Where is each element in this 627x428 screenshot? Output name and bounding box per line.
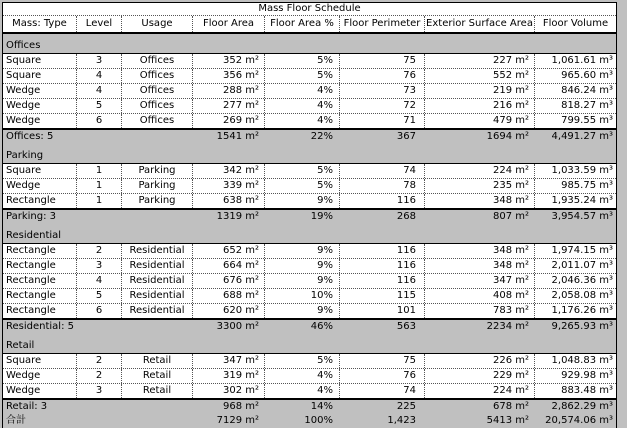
schedule-header-block	[3, 3, 616, 34]
cell-mass-type[interactable]: Square	[6, 165, 42, 176]
cell-exterior-surface-area[interactable]: 347 m²	[424, 274, 534, 288]
cell-level[interactable]: 2	[76, 244, 121, 258]
cell-floor-area[interactable]: 638 m²	[192, 194, 264, 208]
cell-usage[interactable]: Residential	[121, 274, 192, 288]
cell-floor-perimeter[interactable]: 76	[339, 69, 424, 83]
table-row	[3, 178, 616, 193]
cell-exterior-surface-area[interactable]: 227 m²	[424, 54, 534, 68]
cell-level[interactable]: 1	[76, 164, 121, 178]
cell-mass-type[interactable]: Rectangle	[6, 245, 56, 256]
cell-floor-area-pct[interactable]: 5%	[264, 354, 339, 368]
grand-total-usage	[121, 414, 192, 428]
grand-total-mass-type: 合計	[6, 415, 26, 426]
column-header-floor-area[interactable]: Floor Area	[192, 16, 264, 32]
cell-usage[interactable]: Offices	[121, 114, 192, 128]
schedule-body	[3, 34, 616, 428]
group-subtotal-row	[3, 130, 616, 144]
cell-usage[interactable]: Offices	[121, 54, 192, 68]
cell-mass-type[interactable]: Wedge	[6, 385, 41, 396]
cell-floor-volume[interactable]: 1,061.61 m³	[534, 54, 616, 68]
grand-total-level	[76, 414, 121, 428]
cell-floor-area-pct[interactable]: 9%	[264, 259, 339, 273]
cell-floor-volume[interactable]: 1,176.26 m³	[534, 304, 616, 318]
cell-usage[interactable]: Retail	[121, 354, 192, 368]
group-data-block	[3, 53, 616, 130]
cell-floor-volume[interactable]: 818.27 m³	[534, 99, 616, 113]
subtotal-floor-area-pct: 46%	[310, 321, 333, 332]
table-row	[3, 383, 616, 398]
subtotal-mass-type: Parking: 3	[6, 211, 56, 222]
cell-level[interactable]: 3	[76, 54, 121, 68]
table-row	[3, 354, 616, 368]
group-data-block	[3, 163, 616, 210]
subtotal-floor-area: 968 m²	[222, 401, 259, 412]
cell-exterior-surface-area[interactable]: 783 m²	[424, 304, 534, 318]
schedule-title: Mass Floor Schedule	[3, 3, 616, 16]
cell-mass-type[interactable]: Rectangle	[6, 305, 56, 316]
subtotal-floor-area: 3300 m²	[216, 321, 259, 332]
cell-floor-area[interactable]: 688 m²	[192, 289, 264, 303]
subtotal-floor-perimeter: 367	[396, 131, 416, 142]
column-header-level[interactable]: Level	[76, 16, 121, 32]
subtotal-floor-volume: 4,491.27 m³	[551, 131, 613, 142]
table-row	[3, 98, 616, 113]
cell-mass-type[interactable]: Wedge	[6, 100, 41, 111]
cell-usage[interactable]: Residential	[121, 289, 192, 303]
cell-exterior-surface-area[interactable]: 348 m²	[424, 259, 534, 273]
grand-total-row	[3, 414, 616, 428]
cell-mass-type[interactable]: Rectangle	[6, 275, 56, 286]
cell-floor-area[interactable]: 342 m²	[192, 164, 264, 178]
cell-floor-volume[interactable]: 799.55 m³	[534, 114, 616, 128]
cell-usage[interactable]: Parking	[121, 164, 192, 178]
cell-floor-area[interactable]: 319 m²	[192, 369, 264, 383]
column-header-mass-type[interactable]: Mass: Type	[12, 18, 67, 29]
cell-floor-area[interactable]: 676 m²	[192, 274, 264, 288]
group-label: Offices	[6, 40, 41, 51]
group-subtotal-row	[3, 210, 616, 224]
cell-mass-type[interactable]: Wedge	[6, 115, 41, 126]
column-header-floor-volume[interactable]: Floor Volume	[534, 16, 616, 32]
cell-floor-area-pct[interactable]: 5%	[264, 179, 339, 193]
cell-mass-type[interactable]: Wedge	[6, 370, 41, 381]
cell-exterior-surface-area[interactable]: 224 m²	[424, 384, 534, 398]
subtotal-floor-area-pct: 14%	[310, 401, 333, 412]
cell-exterior-surface-area[interactable]: 552 m²	[424, 69, 534, 83]
cell-level[interactable]: 4	[76, 69, 121, 83]
subtotal-floor-perimeter: 563	[396, 321, 416, 332]
cell-floor-volume[interactable]: 929.98 m³	[534, 369, 616, 383]
group-data-block	[3, 243, 616, 320]
cell-floor-area-pct[interactable]: 9%	[264, 194, 339, 208]
cell-floor-perimeter[interactable]: 72	[339, 99, 424, 113]
cell-mass-type[interactable]: Rectangle	[6, 195, 56, 206]
subtotal-usage	[121, 130, 192, 144]
column-header-floor-area-pct[interactable]: Floor Area %	[264, 16, 339, 32]
cell-floor-perimeter[interactable]: 116	[339, 244, 424, 258]
cell-floor-perimeter[interactable]: 116	[339, 259, 424, 273]
subtotal-level	[76, 400, 121, 414]
subtotal-exterior-surface-area: 1694 m²	[486, 131, 529, 142]
cell-floor-perimeter[interactable]: 75	[339, 354, 424, 368]
cell-level[interactable]: 6	[76, 114, 121, 128]
cell-usage[interactable]: Parking	[121, 194, 192, 208]
group-label: Parking	[6, 150, 44, 161]
subtotal-floor-area: 1319 m²	[216, 211, 259, 222]
table-row	[3, 273, 616, 288]
cell-mass-type[interactable]: Square	[6, 355, 42, 366]
subtotal-level	[76, 320, 121, 334]
cell-usage[interactable]: Residential	[121, 259, 192, 273]
cell-floor-perimeter[interactable]: 71	[339, 114, 424, 128]
cell-mass-type[interactable]: Wedge	[6, 85, 41, 96]
cell-floor-area-pct[interactable]: 5%	[264, 54, 339, 68]
column-header-usage[interactable]: Usage	[121, 16, 192, 32]
cell-floor-perimeter[interactable]: 73	[339, 84, 424, 98]
cell-floor-perimeter[interactable]: 101	[339, 304, 424, 318]
cell-level[interactable]: 5	[76, 289, 121, 303]
cell-floor-volume[interactable]: 2,011.07 m³	[534, 259, 616, 273]
group-subtotal-row	[3, 320, 616, 334]
table-row	[3, 288, 616, 303]
cell-floor-area[interactable]: 302 m²	[192, 384, 264, 398]
cell-floor-volume[interactable]: 1,935.24 m³	[534, 194, 616, 208]
cell-level[interactable]: 3	[76, 384, 121, 398]
cell-level[interactable]: 6	[76, 304, 121, 318]
cell-floor-volume[interactable]: 1,974.15 m³	[534, 244, 616, 258]
cell-floor-area-pct[interactable]: 4%	[264, 114, 339, 128]
cell-floor-volume[interactable]: 883.48 m³	[534, 384, 616, 398]
cell-floor-area[interactable]: 652 m²	[192, 244, 264, 258]
cell-level[interactable]: 4	[76, 84, 121, 98]
cell-floor-area-pct[interactable]: 9%	[264, 304, 339, 318]
table-row	[3, 368, 616, 383]
cell-floor-area[interactable]: 339 m²	[192, 179, 264, 193]
table-row	[3, 83, 616, 98]
column-header-exterior-surface-area[interactable]: Exterior Surface Area	[424, 16, 534, 32]
group-label: Residential	[6, 230, 62, 241]
grand-total-exterior-surface-area: 5413 m²	[486, 415, 529, 426]
subtotal-floor-perimeter: 268	[396, 211, 416, 222]
grand-total-floor-area: 7129 m²	[216, 415, 259, 426]
column-header-floor-perimeter[interactable]: Floor Perimeter	[339, 16, 424, 32]
cell-usage[interactable]: Retail	[121, 369, 192, 383]
cell-usage[interactable]: Offices	[121, 99, 192, 113]
cell-floor-area[interactable]: 664 m²	[192, 259, 264, 273]
cell-floor-volume[interactable]: 2,046.36 m³	[534, 274, 616, 288]
table-row	[3, 113, 616, 128]
column-header-row	[3, 16, 616, 32]
cell-floor-perimeter[interactable]: 78	[339, 179, 424, 193]
cell-exterior-surface-area[interactable]: 219 m²	[424, 84, 534, 98]
cell-level[interactable]: 5	[76, 99, 121, 113]
subtotal-floor-volume: 9,265.93 m³	[551, 321, 613, 332]
cell-floor-volume[interactable]: 1,048.83 m³	[534, 354, 616, 368]
cell-mass-type[interactable]: Rectangle	[6, 260, 56, 271]
subtotal-floor-area: 1541 m²	[216, 131, 259, 142]
subtotal-level	[76, 210, 121, 224]
cell-exterior-surface-area[interactable]: 235 m²	[424, 179, 534, 193]
cell-usage[interactable]: Offices	[121, 84, 192, 98]
subtotal-floor-area-pct: 19%	[310, 211, 333, 222]
group-data-block	[3, 353, 616, 400]
table-row	[3, 54, 616, 68]
cell-exterior-surface-area[interactable]: 348 m²	[424, 194, 534, 208]
cell-level[interactable]: 1	[76, 194, 121, 208]
cell-floor-area[interactable]: 347 m²	[192, 354, 264, 368]
cell-floor-perimeter[interactable]: 116	[339, 194, 424, 208]
cell-floor-area-pct[interactable]: 4%	[264, 84, 339, 98]
schedule-view	[0, 2, 627, 426]
cell-floor-volume[interactable]: 846.24 m³	[534, 84, 616, 98]
cell-level[interactable]: 2	[76, 369, 121, 383]
cell-floor-area-pct[interactable]: 5%	[264, 69, 339, 83]
subtotal-mass-type: Retail: 3	[6, 401, 48, 412]
cell-floor-volume[interactable]: 2,058.08 m³	[534, 289, 616, 303]
subtotal-usage	[121, 210, 192, 224]
cell-mass-type[interactable]: Rectangle	[6, 290, 56, 301]
cell-exterior-surface-area[interactable]: 408 m²	[424, 289, 534, 303]
cell-floor-volume[interactable]: 1,033.59 m³	[534, 164, 616, 178]
cell-exterior-surface-area[interactable]: 226 m²	[424, 354, 534, 368]
cell-floor-area-pct[interactable]: 9%	[264, 274, 339, 288]
subtotal-floor-volume: 2,862.29 m³	[551, 401, 613, 412]
cell-floor-area[interactable]: 269 m²	[192, 114, 264, 128]
cell-floor-perimeter[interactable]: 74	[339, 164, 424, 178]
cell-floor-area-pct[interactable]: 4%	[264, 369, 339, 383]
table-row	[3, 303, 616, 318]
cell-floor-area-pct[interactable]: 4%	[264, 99, 339, 113]
cell-floor-area-pct[interactable]: 4%	[264, 384, 339, 398]
cell-floor-perimeter[interactable]: 76	[339, 369, 424, 383]
cell-level[interactable]: 4	[76, 274, 121, 288]
subtotal-floor-perimeter: 225	[396, 401, 416, 412]
table-row	[3, 164, 616, 178]
table-row	[3, 244, 616, 258]
group-label: Retail	[6, 340, 35, 351]
cell-level[interactable]: 3	[76, 259, 121, 273]
cell-usage[interactable]: Parking	[121, 179, 192, 193]
grand-total-floor-area-pct: 100%	[304, 415, 333, 426]
table-row	[3, 68, 616, 83]
cell-floor-area[interactable]: 356 m²	[192, 69, 264, 83]
table-row	[3, 193, 616, 208]
cell-exterior-surface-area[interactable]: 224 m²	[424, 164, 534, 178]
cell-floor-perimeter[interactable]: 115	[339, 289, 424, 303]
cell-level[interactable]: 1	[76, 179, 121, 193]
cell-mass-type[interactable]: Square	[6, 70, 42, 81]
cell-mass-type[interactable]: Square	[6, 55, 42, 66]
cell-floor-area-pct[interactable]: 5%	[264, 164, 339, 178]
cell-floor-perimeter[interactable]: 75	[339, 54, 424, 68]
cell-floor-perimeter[interactable]: 116	[339, 274, 424, 288]
cell-exterior-surface-area[interactable]: 479 m²	[424, 114, 534, 128]
cell-usage[interactable]: Residential	[121, 244, 192, 258]
cell-usage[interactable]: Retail	[121, 384, 192, 398]
mass-floor-schedule-table	[2, 2, 617, 428]
subtotal-floor-volume: 3,954.57 m³	[551, 211, 613, 222]
cell-level[interactable]: 2	[76, 354, 121, 368]
subtotal-floor-area-pct: 22%	[310, 131, 333, 142]
table-row	[3, 258, 616, 273]
cell-floor-area[interactable]: 352 m²	[192, 54, 264, 68]
group-subtotal-row	[3, 400, 616, 414]
subtotal-usage	[121, 400, 192, 414]
cell-mass-type[interactable]: Wedge	[6, 180, 41, 191]
cell-floor-area[interactable]: 620 m²	[192, 304, 264, 318]
cell-floor-area[interactable]: 288 m²	[192, 84, 264, 98]
cell-usage[interactable]: Offices	[121, 69, 192, 83]
cell-exterior-surface-area[interactable]: 229 m²	[424, 369, 534, 383]
cell-floor-area-pct[interactable]: 9%	[264, 244, 339, 258]
cell-exterior-surface-area[interactable]: 216 m²	[424, 99, 534, 113]
subtotal-usage	[121, 320, 192, 334]
cell-floor-volume[interactable]: 965.60 m³	[534, 69, 616, 83]
subtotal-level	[76, 130, 121, 144]
subtotal-mass-type: Residential: 5	[6, 321, 74, 332]
subtotal-exterior-surface-area: 2234 m²	[486, 321, 529, 332]
cell-floor-area-pct[interactable]: 10%	[264, 289, 339, 303]
subtotal-exterior-surface-area: 807 m²	[492, 211, 529, 222]
subtotal-mass-type: Offices: 5	[6, 131, 54, 142]
grand-total-floor-volume: 20,574.06 m³	[545, 415, 613, 426]
cell-floor-perimeter[interactable]: 74	[339, 384, 424, 398]
grand-total-floor-perimeter: 1,423	[387, 415, 416, 426]
subtotal-exterior-surface-area: 678 m²	[492, 401, 529, 412]
cell-floor-volume[interactable]: 985.75 m³	[534, 179, 616, 193]
cell-usage[interactable]: Residential	[121, 304, 192, 318]
cell-exterior-surface-area[interactable]: 348 m²	[424, 244, 534, 258]
cell-floor-area[interactable]: 277 m²	[192, 99, 264, 113]
